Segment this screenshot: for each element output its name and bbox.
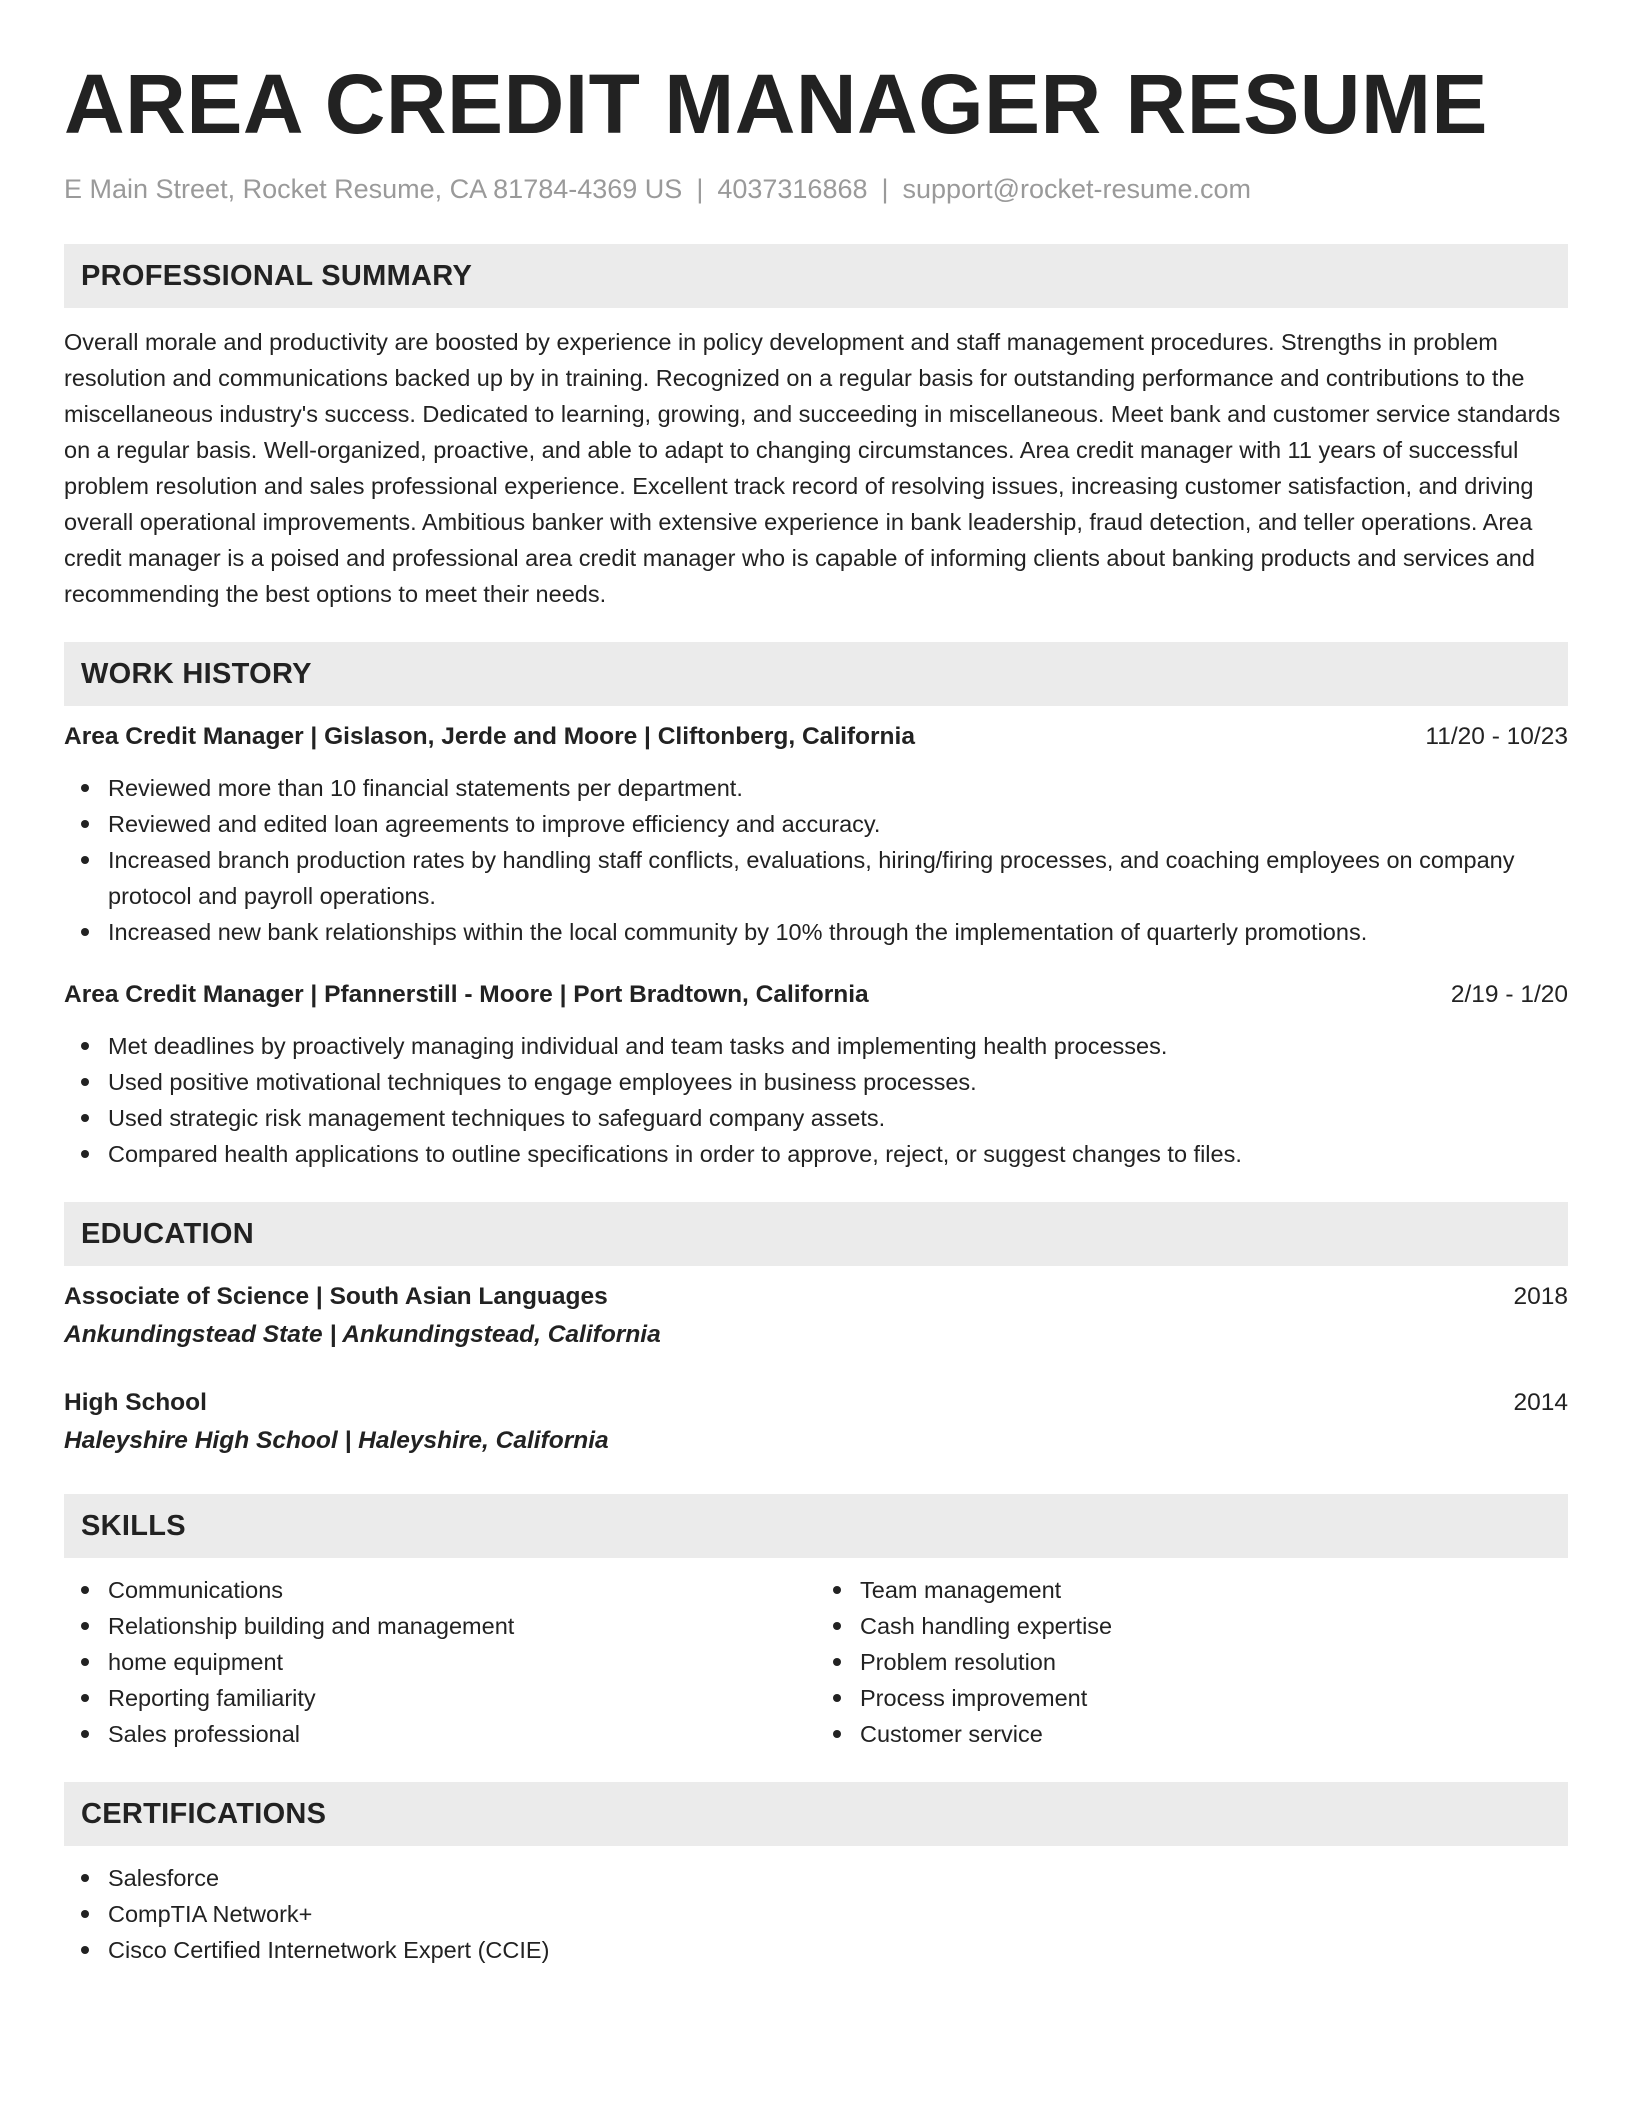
section-heading-education: EDUCATION [64,1202,1568,1266]
education-degree: Associate of Science | South Asian Languages [64,1283,608,1310]
job-bullets [64,770,1568,950]
contact-line [64,172,1568,206]
job-bullet: Met deadlines by proactively managing individual and team tasks and implementing health processes. [64,1028,1568,1064]
job-header [64,978,1568,1012]
certification-item: Salesforce [64,1860,1568,1896]
skill-item: home equipment [64,1644,816,1680]
skill-item: Cash handling expertise [816,1608,1568,1644]
job-bullet: Used strategic risk management techniques to safeguard company assets. [64,1100,1568,1136]
contact-separator: | [881,174,889,204]
skills-column-right [816,1572,1568,1752]
education-header [64,1386,1568,1420]
skills-list [64,1572,1568,1752]
summary-text: Overall morale and productivity are boosted by experience in policy development and staff management procedures. Strengths in problem resolution and communications backed up by in training. Recognized on a regular basis for outstanding performance and contributions to the miscellaneous industry's success. Dedicated to learning, growing, and succeeding in miscellaneous. Meet bank and customer service standards on a regular basis. Well-organized, proactive, and able to adapt to changing circumstances. Area credit manager with 11 years of successful problem resolution and sales professional experience. Excellent track record of resolving issues, increasing customer satisfaction, and driving overall operational improvements. Ambitious banker with extensive experience in bank leadership, fraud detection, and teller operations. Area credit manager is a poised and professional area credit manager who is capable of informing clients about banking products and services and recommending the best options to meet their needs. [64,329,1561,607]
section-heading-skills: SKILLS [64,1494,1568,1558]
job-header [64,720,1568,754]
job-bullet: Reviewed more than 10 financial statements per department. [64,770,1568,806]
job-dates: 11/20 - 10/23 [1425,723,1568,750]
education-header [64,1280,1568,1314]
skill-item: Relationship building and management [64,1608,816,1644]
skill-item: Reporting familiarity [64,1680,816,1716]
education-year: 2018 [1513,1283,1568,1310]
skills-column-left [64,1572,816,1752]
education-year: 2014 [1513,1389,1568,1416]
education-school: Ankundingstead State | Ankundingstead, California [64,1321,661,1348]
job-title: Area Credit Manager | Gislason, Jerde and Moore | Cliftonberg, California [64,723,915,750]
certifications-list [64,1860,1568,1968]
contact-email: support@rocket-resume.com [902,174,1252,204]
certification-item: CompTIA Network+ [64,1896,1568,1932]
job-bullets [64,1028,1568,1172]
skill-item: Team management [816,1572,1568,1608]
job-bullet: Used positive motivational techniques to engage employees in business processes. [64,1064,1568,1100]
contact-phone: 4037316868 [717,174,868,204]
skill-item: Sales professional [64,1716,816,1752]
skill-item: Communications [64,1572,816,1608]
education-degree: High School [64,1389,207,1416]
section-heading-work: WORK HISTORY [64,642,1568,706]
job-bullet: Compared health applications to outline specifications in order to approve, reject, or suggest changes to files. [64,1136,1568,1172]
job-bullet: Reviewed and edited loan agreements to improve efficiency and accuracy. [64,806,1568,842]
education-entry [64,1386,1568,1458]
skill-item: Customer service [816,1716,1568,1752]
section-heading-certifications: CERTIFICATIONS [64,1782,1568,1846]
resume-title: AREA CREDIT MANAGER RESUME [64,57,1488,151]
contact-separator: | [696,174,704,204]
job-entry [64,720,1568,950]
education-school: Haleyshire High School | Haleyshire, California [64,1427,609,1454]
skill-item: Problem resolution [816,1644,1568,1680]
job-title: Area Credit Manager | Pfannerstill - Moore | Port Bradtown, California [64,981,869,1008]
contact-address: E Main Street, Rocket Resume, CA 81784-4369 US [64,174,683,204]
job-bullet: Increased branch production rates by handling staff conflicts, evaluations, hiring/firing processes, and coaching employees on company protocol and payroll operations. [64,842,1568,914]
section-heading-summary: PROFESSIONAL SUMMARY [64,244,1568,308]
job-entry [64,978,1568,1172]
job-dates: 2/19 - 1/20 [1450,981,1568,1008]
job-bullet: Increased new bank relationships within the local community by 10% through the implementation of quarterly promotions. [64,914,1568,950]
skill-item: Process improvement [816,1680,1568,1716]
education-entry [64,1280,1568,1352]
certification-item: Cisco Certified Internetwork Expert (CCIE) [64,1932,1568,1968]
